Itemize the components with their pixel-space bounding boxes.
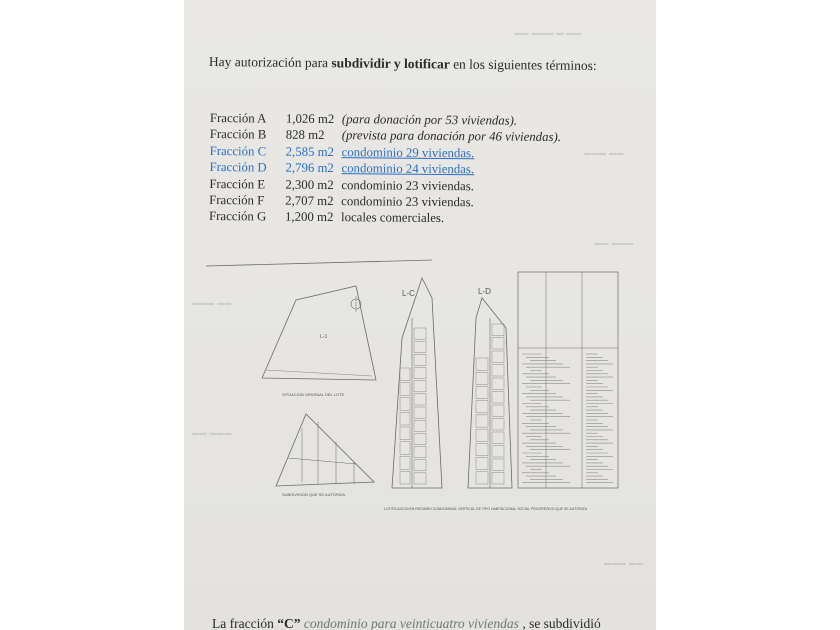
fraction-area: 1,200 m2 [285,210,334,225]
fraction-area: 2,796 m2 [285,160,334,176]
heading-pre: Hay autorización para [208,54,332,71]
authorization-heading [209,54,649,75]
unit-cell [414,460,426,471]
fraction-label: Fracción E [209,176,266,192]
unit-cell [400,383,410,396]
bleed-through-text: ▬▬▬ ▬▬ [604,560,644,567]
fraction-description: condominio 23 viviendas. [341,194,474,210]
fraction-label: Fracción C [209,143,267,159]
unit-cell [476,372,488,384]
bleed-through-text: ▬▬ ▬▬▬ [192,430,232,437]
unit-cell [400,457,410,470]
unit-cell [400,471,410,484]
unit-cell [492,459,504,471]
unit-cell [492,338,504,350]
unit-cell [414,341,426,352]
subdivision-caption: SUBDIVISION QUE SE AUTORIZA [282,492,346,497]
unit-cell [476,443,488,455]
unit-cell [476,472,488,484]
bleed-through-text: ▬▬ ▬▬▬ [594,240,634,247]
reference-line [206,260,432,266]
fraction-label: Fracción B [209,127,267,142]
unit-cell [414,420,426,431]
detail-sheet-outline [518,272,618,488]
fraction-description: condominio 23 viviendas. [341,177,474,193]
unit-cell [492,405,504,417]
detail-text-lines [522,354,613,483]
unit-cell [414,473,426,484]
bottom-post: , se subdividió [518,616,601,630]
fraction-description: condominio 29 viviendas. [341,144,475,161]
unit-cell [400,442,410,455]
unit-cell [400,412,410,425]
unit-cell [476,401,488,413]
fraction-area: 2,707 m2 [285,193,334,209]
unit-cell [492,473,504,485]
fraction-description: (prevista para donación por 46 viviendas). [341,128,562,145]
original-caption: SITUACION ORIGINAL DEL LOTE [282,392,345,397]
unit-cell [476,386,488,398]
bottom-quoted: “C” [277,616,301,630]
unit-cell [400,427,410,440]
lot-c-outline [392,278,442,488]
unit-cell [400,368,410,381]
unit-cell [414,394,426,405]
fraction-area: 828 m2 [285,128,325,143]
lot-c-units [400,328,426,484]
fraction-description: locales comerciales. [341,210,445,226]
unit-cell [492,365,504,377]
fraction-area: 1,026 m2 [285,111,335,127]
bleed-through-text: ▬▬▬ ▬▬ [192,300,232,307]
subdivision-outline [276,414,374,486]
heading-bold: subdividir y lotificar [331,55,450,72]
unit-cell [492,446,504,458]
bleed-through-text: ▬▬▬ ▬▬ [584,150,624,157]
unit-cell [476,415,488,427]
unit-cell [414,328,426,339]
bottom-paragraph [212,616,601,630]
unit-cell [414,368,426,379]
unit-cell [414,447,426,458]
unit-cell [492,432,504,444]
heading-post: en los siguientes términos: [449,56,597,74]
bottom-italic: condominio para veinticuatro viviendas [300,616,519,630]
fractions-list [209,110,561,228]
lc-label: L-C [402,289,415,298]
unit-cell [414,354,426,365]
unit-cell [492,378,504,390]
unit-cell [476,358,488,370]
bleed-through-text: ▬▬ ▬▬▬ ▬ ▬▬ [514,30,582,37]
fraction-label: Fracción A [209,110,267,126]
bottom-pre: La fracción [212,616,278,630]
unit-cell [476,429,488,441]
fraction-label: Fracción G [209,209,267,224]
unit-cell [400,398,410,411]
l1-label: L-1 [320,334,328,340]
document-page [184,0,656,630]
fraction-row [209,208,560,227]
ld-label: L-D [478,287,491,296]
unit-cell [414,433,426,444]
unit-cell [492,392,504,404]
fraction-label: Fracción F [209,193,265,208]
unit-cell [414,407,426,418]
unit-cell [414,381,426,392]
fraction-label: Fracción D [209,160,267,175]
unit-cell [476,458,488,470]
lotification-caption: LOTIFICACION EN REGIMEN CONDOMINIAL VERTICAL DE TIPO HABITACIONAL SOCIAL PROGRESIVO QUE SE AUTORIZA [384,507,588,511]
subdivision-plans [206,258,638,518]
unit-cell [492,351,504,363]
fraction-area: 2,300 m2 [285,177,334,192]
unit-cell [492,324,504,336]
fraction-description: (para donación por 53 viviendas). [341,112,518,128]
fraction-area: 2,585 m2 [285,144,335,159]
unit-cell [492,419,504,431]
fraction-description: condominio 24 viviendas. [341,161,475,177]
